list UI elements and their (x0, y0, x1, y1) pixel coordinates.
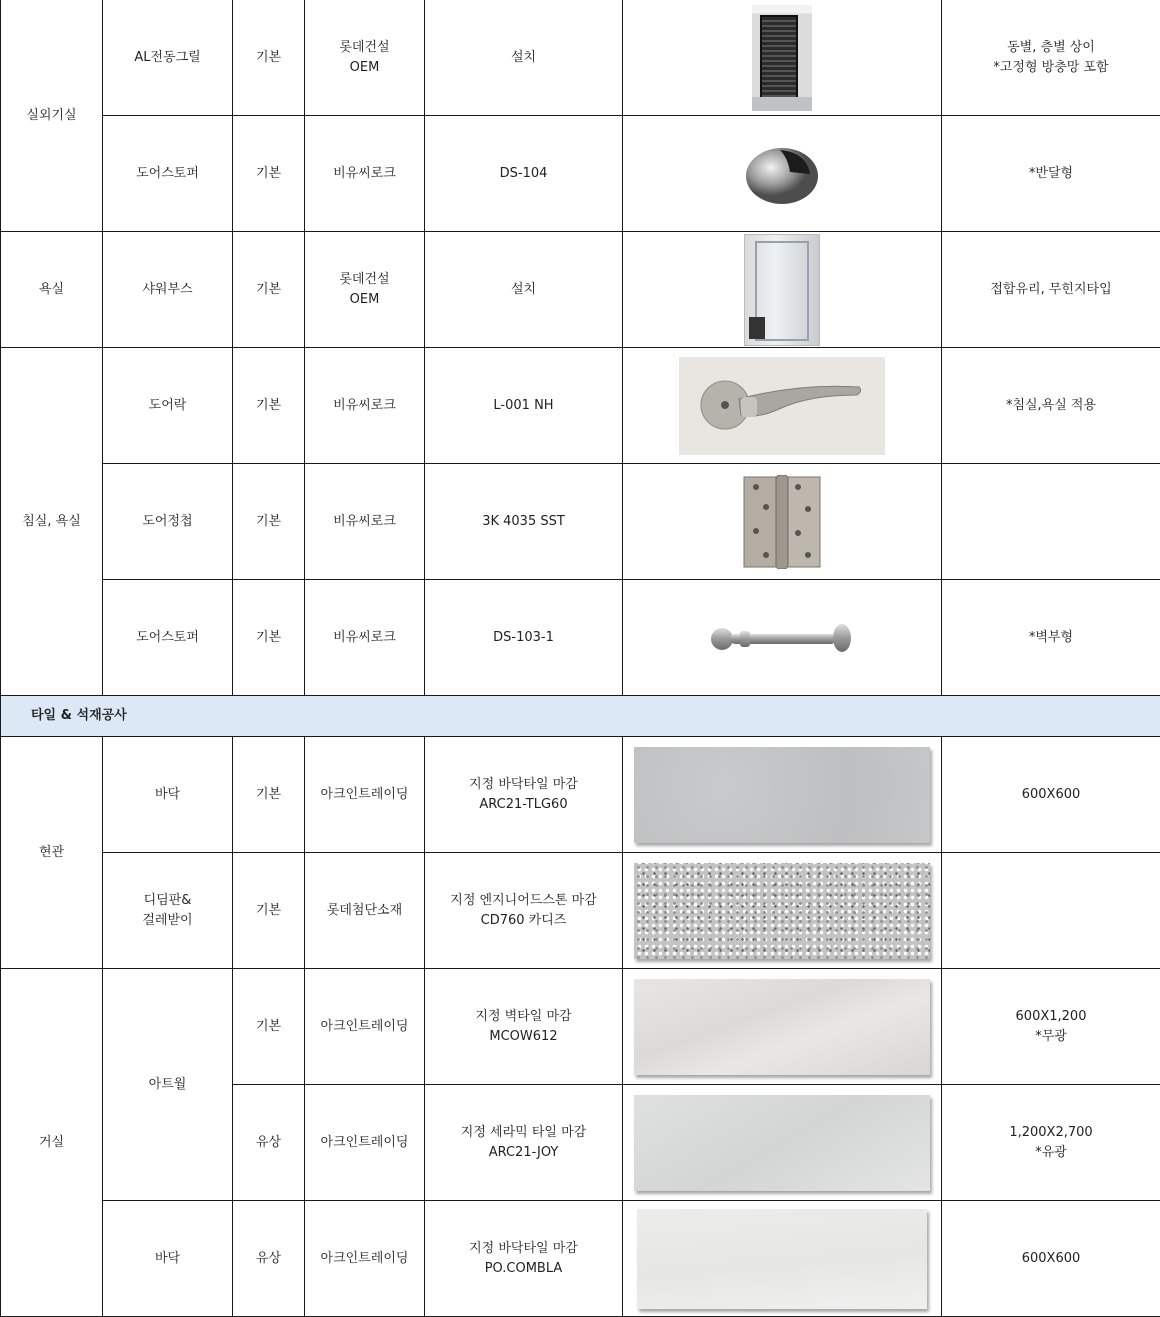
grade-cell: 유상 (233, 1085, 305, 1201)
maker-cell: 아크인트레이딩 (305, 737, 425, 853)
grade-cell: 기본 (233, 0, 305, 116)
item-cell: 아트월 (103, 969, 233, 1201)
table-row (1, 853, 1160, 969)
image-cell (623, 348, 942, 464)
table-row (1, 348, 1160, 464)
image-cell (623, 464, 942, 580)
item-cell: 도어스토퍼 (103, 116, 233, 232)
grade-cell: 기본 (233, 348, 305, 464)
maker-cell: 비유씨로크 (305, 464, 425, 580)
door-hinge-photo (742, 475, 822, 569)
image-cell (623, 116, 942, 232)
grey-floor-tile-swatch (634, 747, 930, 843)
area-cell: 현관 (1, 737, 103, 969)
half-round-door-stopper-photo (744, 142, 820, 206)
image-cell (623, 737, 942, 853)
area-cell: 침실, 욕실 (1, 348, 103, 696)
image-cell (623, 853, 942, 969)
grade-cell: 기본 (233, 853, 305, 969)
note-cell: *벽부형 (942, 580, 1160, 696)
area-cell: 거실 (1, 969, 103, 1317)
item-cell: 도어정첩 (103, 464, 233, 580)
table-row (1, 1201, 1160, 1317)
model-cell: 지정 바닥타일 마감 PO.COMBLA (425, 1201, 623, 1317)
item-cell: 도어스토퍼 (103, 580, 233, 696)
table-row (1, 580, 1160, 696)
image-cell (623, 1201, 942, 1317)
table-row (1, 0, 1160, 116)
grade-cell: 기본 (233, 116, 305, 232)
item-cell: 바닥 (103, 1201, 233, 1317)
maker-cell: 비유씨로크 (305, 348, 425, 464)
maker-cell: 아크인트레이딩 (305, 1085, 425, 1201)
maker-cell: 롯데건설 OEM (305, 0, 425, 116)
image-cell (623, 232, 942, 348)
maker-cell: 비유씨로크 (305, 116, 425, 232)
image-cell (623, 580, 942, 696)
note-cell: *반달형 (942, 116, 1160, 232)
note-cell: 접합유리, 무힌지타입 (942, 232, 1160, 348)
wall-door-stopper-photo (710, 621, 854, 655)
engineered-stone-swatch (634, 863, 930, 959)
al-grille-photo (752, 5, 812, 111)
table-row (1, 232, 1160, 348)
shower-booth-photo (744, 234, 820, 346)
grade-cell: 기본 (233, 580, 305, 696)
door-lever-photo (679, 357, 885, 455)
image-cell (623, 1085, 942, 1201)
note-cell: 600X600 (942, 737, 1160, 853)
note-cell: 1,200X2,700 *유광 (942, 1085, 1160, 1201)
table-row (1, 464, 1160, 580)
model-cell: 3K 4035 SST (425, 464, 623, 580)
item-cell: 디딤판& 걸레받이 (103, 853, 233, 969)
model-cell: DS-103-1 (425, 580, 623, 696)
grade-cell: 기본 (233, 737, 305, 853)
model-cell: 지정 바닥타일 마감 ARC21-TLG60 (425, 737, 623, 853)
note-cell: *침실,욕실 적용 (942, 348, 1160, 464)
section-header-row (1, 696, 1160, 737)
maker-cell: 아크인트레이딩 (305, 1201, 425, 1317)
ceramic-tile-swatch (634, 1095, 930, 1191)
maker-cell: 아크인트레이딩 (305, 969, 425, 1085)
note-cell (942, 853, 1160, 969)
table-row (1, 737, 1160, 853)
model-cell: 설치 (425, 0, 623, 116)
note-cell: 동별, 층별 상이 *고정형 방충망 포함 (942, 0, 1160, 116)
model-cell: 지정 벽타일 마감 MCOW612 (425, 969, 623, 1085)
item-cell: 도어락 (103, 348, 233, 464)
area-cell: 욕실 (1, 232, 103, 348)
maker-cell: 롯데건설 OEM (305, 232, 425, 348)
area-cell: 실외기실 (1, 0, 103, 232)
wall-tile-swatch (634, 979, 930, 1075)
image-cell (623, 969, 942, 1085)
maker-cell: 비유씨로크 (305, 580, 425, 696)
grade-cell: 기본 (233, 969, 305, 1085)
polished-floor-tile-swatch (637, 1209, 927, 1309)
maker-cell: 롯데첨단소재 (305, 853, 425, 969)
model-cell: 설치 (425, 232, 623, 348)
grade-cell: 기본 (233, 232, 305, 348)
table-row (1, 116, 1160, 232)
model-cell: DS-104 (425, 116, 623, 232)
note-cell (942, 464, 1160, 580)
model-cell: 지정 엔지니어드스톤 마감 CD760 카디즈 (425, 853, 623, 969)
note-cell: 600X1,200 *무광 (942, 969, 1160, 1085)
model-cell: L-001 NH (425, 348, 623, 464)
item-cell: 샤워부스 (103, 232, 233, 348)
section-title: 타일 & 석재공사 (1, 696, 1160, 737)
item-cell: AL전동그릴 (103, 0, 233, 116)
note-cell: 600X600 (942, 1201, 1160, 1317)
item-cell: 바닥 (103, 737, 233, 853)
grade-cell: 기본 (233, 464, 305, 580)
model-cell: 지정 세라믹 타일 마감 ARC21-JOY (425, 1085, 623, 1201)
table-row (1, 969, 1160, 1085)
grade-cell: 유상 (233, 1201, 305, 1317)
image-cell (623, 0, 942, 116)
